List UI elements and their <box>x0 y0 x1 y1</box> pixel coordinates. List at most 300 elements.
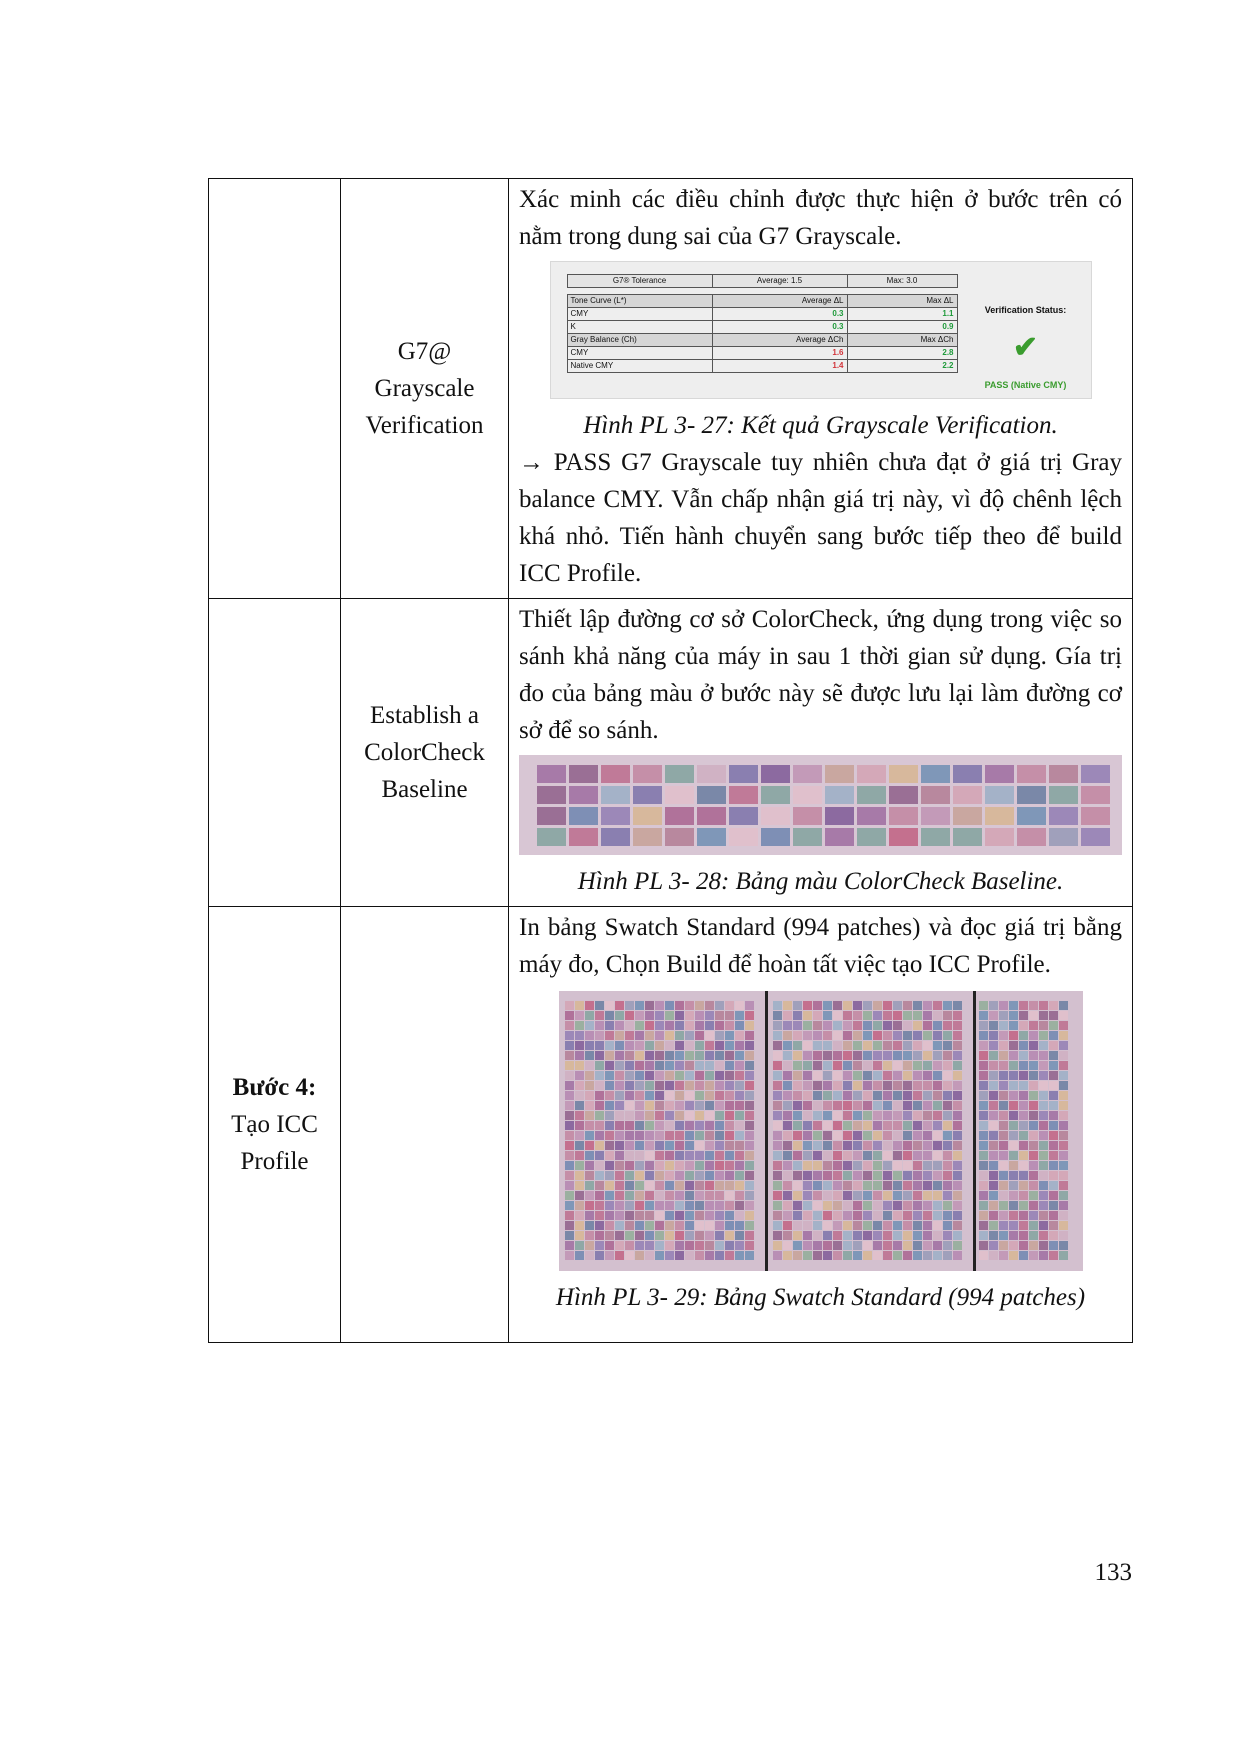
swatch-patch <box>685 1061 694 1070</box>
swatch-patch <box>605 1171 614 1180</box>
swatch-patch <box>979 1131 988 1140</box>
avg-dch-label: Average ΔCh <box>712 334 847 347</box>
swatch-patch <box>883 1131 892 1140</box>
swatch-patch <box>913 1131 922 1140</box>
swatch-patch <box>1009 1001 1018 1010</box>
swatch-patch <box>645 1211 654 1220</box>
swatch-patch <box>1039 1231 1048 1240</box>
swatch-patch <box>695 1201 704 1210</box>
swatch-patch <box>595 1231 604 1240</box>
swatch-patch <box>635 1001 644 1010</box>
swatch-patch <box>1039 1061 1048 1070</box>
swatch-patch <box>943 1141 952 1150</box>
swatch-patch <box>565 1171 574 1180</box>
swatch-patch <box>595 1101 604 1110</box>
gb-cmy-label: CMY <box>567 347 712 360</box>
swatch-patch <box>1029 1021 1038 1030</box>
swatch-patch <box>833 1021 842 1030</box>
swatch-patch <box>1019 1151 1028 1160</box>
swatch-patch <box>695 1091 704 1100</box>
swatch-patch <box>565 1211 574 1220</box>
swatch-patch <box>843 1021 852 1030</box>
color-patch <box>1081 828 1110 846</box>
swatch-patch <box>605 1041 614 1050</box>
swatch-patch <box>635 1071 644 1080</box>
color-patch <box>761 828 790 846</box>
swatch-patch <box>745 1051 754 1060</box>
swatch-patch <box>675 1201 684 1210</box>
swatch-patch <box>923 1161 932 1170</box>
swatch-patch <box>873 1121 882 1130</box>
swatch-patch <box>843 1111 852 1120</box>
swatch-patch <box>1009 1031 1018 1040</box>
color-patch <box>1081 765 1110 783</box>
swatch-patch <box>1029 1121 1038 1130</box>
swatch-patch <box>645 1251 654 1260</box>
swatch-patch <box>863 1221 872 1230</box>
swatch-patch <box>903 1121 912 1130</box>
swatch-patch <box>695 1001 704 1010</box>
color-patch <box>985 765 1014 783</box>
swatch-patch <box>903 1211 912 1220</box>
swatch-patch <box>943 1071 952 1080</box>
swatch-patch <box>675 1211 684 1220</box>
swatch-patch <box>695 1081 704 1090</box>
swatch-patch <box>1019 1221 1028 1230</box>
swatch-patch <box>615 1071 624 1080</box>
swatch-patch <box>1049 1091 1058 1100</box>
swatch-patch <box>1059 1171 1068 1180</box>
swatch-patch <box>883 1241 892 1250</box>
swatch-patch <box>1009 1071 1018 1080</box>
swatch-patch <box>923 1011 932 1020</box>
swatch-patch <box>833 1231 842 1240</box>
swatch-patch <box>585 1251 594 1260</box>
swatch-patch <box>933 1111 942 1120</box>
average-label: Average: 1.5 <box>712 275 847 288</box>
swatch-patch <box>695 1111 704 1120</box>
swatch-patch <box>853 1061 862 1070</box>
swatch-patch <box>745 1111 754 1120</box>
step-cell <box>209 179 341 599</box>
swatch-patch <box>773 1231 782 1240</box>
swatch-patch <box>783 1151 792 1160</box>
swatch-patch <box>863 1041 872 1050</box>
swatch-patch <box>1059 1051 1068 1060</box>
swatch-patch <box>1039 1111 1048 1120</box>
swatch-patch <box>675 1061 684 1070</box>
swatch-patch <box>565 1021 574 1030</box>
swatch-patch <box>813 1171 822 1180</box>
swatch-patch <box>953 1191 962 1200</box>
swatch-patch <box>695 1161 704 1170</box>
swatch-patch <box>803 1051 812 1060</box>
swatch-patch <box>923 1121 932 1130</box>
swatch-patch <box>575 1061 584 1070</box>
native-avg: 1.4 <box>712 360 847 373</box>
swatch-patch <box>1009 1221 1018 1230</box>
swatch-patch <box>1009 1021 1018 1030</box>
color-patch <box>985 828 1014 846</box>
swatch-patch <box>833 1041 842 1050</box>
swatch-patch <box>1029 1051 1038 1060</box>
swatch-patch <box>595 1161 604 1170</box>
swatch-patch <box>745 1131 754 1140</box>
swatch-patch <box>1049 1171 1058 1180</box>
swatch-patch <box>1049 1071 1058 1080</box>
swatch-patch <box>923 1021 932 1030</box>
swatch-patch <box>575 1121 584 1130</box>
swatch-patch <box>735 1121 744 1130</box>
swatch-patch <box>803 1141 812 1150</box>
panel-divider <box>765 991 768 1271</box>
swatch-patch <box>605 1071 614 1080</box>
swatch-patch <box>745 1181 754 1190</box>
swatch-standard-figure <box>559 991 1083 1271</box>
swatch-patch <box>933 1211 942 1220</box>
swatch-patch <box>823 1151 832 1160</box>
swatch-patch <box>863 1201 872 1210</box>
swatch-patch <box>605 1031 614 1040</box>
swatch-patch <box>863 1001 872 1010</box>
swatch-patch <box>979 1101 988 1110</box>
swatch-patch <box>635 1171 644 1180</box>
swatch-patch <box>645 1081 654 1090</box>
swatch-patch <box>745 1251 754 1260</box>
swatch-patch <box>595 1021 604 1030</box>
swatch-patch <box>1009 1101 1018 1110</box>
swatch-patch <box>903 1011 912 1020</box>
swatch-patch <box>989 1241 998 1250</box>
swatch-patch <box>585 1191 594 1200</box>
swatch-patch <box>943 1091 952 1100</box>
swatch-patch <box>735 1201 744 1210</box>
swatch-patch <box>705 1201 714 1210</box>
swatch-patch <box>685 1091 694 1100</box>
swatch-patch <box>853 1071 862 1080</box>
swatch-patch <box>989 1111 998 1120</box>
swatch-patch <box>843 1161 852 1170</box>
swatch-patch <box>883 1041 892 1050</box>
swatch-patch <box>853 1081 862 1090</box>
swatch-patch <box>735 1091 744 1100</box>
swatch-patch <box>605 1151 614 1160</box>
swatch-patch <box>1059 1191 1068 1200</box>
swatch-patch <box>705 1111 714 1120</box>
swatch-patch <box>1059 1201 1068 1210</box>
swatch-patch <box>705 1071 714 1080</box>
swatch-patch <box>903 1171 912 1180</box>
swatch-patch <box>863 1141 872 1150</box>
swatch-patch <box>605 1231 614 1240</box>
swatch-patch <box>705 1061 714 1070</box>
swatch-patch <box>615 1201 624 1210</box>
swatch-patch <box>745 1231 754 1240</box>
swatch-patch <box>823 1121 832 1130</box>
swatch-patch <box>783 1141 792 1150</box>
swatch-patch <box>913 1151 922 1160</box>
swatch-patch <box>803 1031 812 1040</box>
swatch-patch <box>979 1051 988 1060</box>
swatch-patch <box>665 1041 674 1050</box>
swatch-patch <box>853 1111 862 1120</box>
swatch-patch <box>625 1241 634 1250</box>
swatch-patch <box>665 1141 674 1150</box>
swatch-patch <box>615 1131 624 1140</box>
swatch-patch <box>615 1151 624 1160</box>
swatch-patch <box>725 1081 734 1090</box>
swatch-patch <box>979 1091 988 1100</box>
swatch-patch <box>1049 1121 1058 1130</box>
swatch-patch <box>999 1211 1008 1220</box>
swatch-patch <box>793 1241 802 1250</box>
swatch-patch <box>735 1021 744 1030</box>
swatch-patch <box>989 1161 998 1170</box>
swatch-patch <box>883 1201 892 1210</box>
color-patch <box>1017 828 1046 846</box>
swatch-patch <box>595 1131 604 1140</box>
swatch-patch <box>1019 1161 1028 1170</box>
swatch-patch <box>685 1041 694 1050</box>
swatch-patch <box>1059 1041 1068 1050</box>
swatch-patch <box>705 1041 714 1050</box>
swatch-patch <box>585 1231 594 1240</box>
swatch-patch <box>903 1041 912 1050</box>
swatch-patch <box>635 1041 644 1050</box>
swatch-patch <box>953 1071 962 1080</box>
color-patch <box>921 828 950 846</box>
swatch-patch <box>953 1201 962 1210</box>
swatch-patch <box>1049 1181 1058 1190</box>
paragraph: → PASS G7 Grayscale tuy nhiên chưa đạt ở giá trị Gray balance CMY. Vẫn chấp nhận giá trị này, vì độ chênh lệch khá nhỏ. Tiến hành chuyển sang bước tiếp theo để build ICC Profile. <box>519 449 1122 587</box>
swatch-patch <box>873 1141 882 1150</box>
swatch-patch <box>625 1181 634 1190</box>
swatch-patch <box>873 1021 882 1030</box>
swatch-patch <box>933 1051 942 1060</box>
gray-balance-label: Gray Balance (Ch) <box>567 334 712 347</box>
color-patch <box>601 786 630 804</box>
swatch-patch <box>745 1161 754 1170</box>
swatch-patch <box>873 1011 882 1020</box>
swatch-patch <box>833 1001 842 1010</box>
swatch-patch <box>725 1241 734 1250</box>
color-patch <box>761 765 790 783</box>
swatch-patch <box>773 1051 782 1060</box>
color-patch <box>537 765 566 783</box>
swatch-patch <box>813 1181 822 1190</box>
swatch-patch <box>635 1221 644 1230</box>
swatch-patch <box>943 1101 952 1110</box>
swatch-patch <box>773 1111 782 1120</box>
swatch-patch <box>665 1221 674 1230</box>
swatch-patch <box>873 1231 882 1240</box>
swatch-patch <box>843 1031 852 1040</box>
swatch-patch <box>705 1131 714 1140</box>
swatch-patch <box>989 1001 998 1010</box>
swatch-patch <box>585 1161 594 1170</box>
swatch-patch <box>813 1221 822 1230</box>
swatch-patch <box>893 1211 902 1220</box>
swatch-patch <box>773 1001 782 1010</box>
swatch-patch <box>999 1021 1008 1030</box>
swatch-patch <box>665 1051 674 1060</box>
swatch-patch <box>745 1091 754 1100</box>
swatch-patch <box>863 1071 872 1080</box>
swatch-patch <box>625 1051 634 1060</box>
swatch-patch <box>883 1141 892 1150</box>
swatch-patch <box>913 1061 922 1070</box>
swatch-patch <box>695 1181 704 1190</box>
swatch-patch <box>813 1011 822 1020</box>
swatch-patch <box>883 1101 892 1110</box>
swatch-patch <box>893 1011 902 1020</box>
swatch-patch <box>645 1191 654 1200</box>
swatch-patch <box>635 1081 644 1090</box>
swatch-patch <box>783 1061 792 1070</box>
swatch-patch <box>943 1031 952 1040</box>
swatch-patch <box>1019 1211 1028 1220</box>
swatch-patch <box>979 1171 988 1180</box>
swatch-patch <box>943 1051 952 1060</box>
swatch-patch <box>999 1141 1008 1150</box>
swatch-patch <box>913 1191 922 1200</box>
swatch-patch <box>575 1021 584 1030</box>
swatch-patch <box>1039 1081 1048 1090</box>
swatch-patch <box>833 1241 842 1250</box>
swatch-patch <box>1019 1021 1028 1030</box>
swatch-patch <box>783 1041 792 1050</box>
swatch-patch <box>923 1251 932 1260</box>
swatch-patch <box>813 1051 822 1060</box>
swatch-patch <box>1039 1031 1048 1040</box>
swatch-patch <box>893 1081 902 1090</box>
swatch-patch <box>943 1181 952 1190</box>
swatch-patch <box>675 1081 684 1090</box>
color-patch <box>1017 807 1046 825</box>
swatch-patch <box>595 1201 604 1210</box>
swatch-patch <box>655 1161 664 1170</box>
swatch-patch <box>853 1161 862 1170</box>
swatch-patch <box>823 1081 832 1090</box>
swatch-patch <box>565 1031 574 1040</box>
swatch-patch <box>893 1141 902 1150</box>
swatch-patch <box>923 1181 932 1190</box>
swatch-patch <box>853 1041 862 1050</box>
swatch-patch <box>675 1001 684 1010</box>
swatch-patch <box>635 1161 644 1170</box>
swatch-patch <box>695 1061 704 1070</box>
swatch-patch <box>883 1061 892 1070</box>
swatch-patch <box>773 1041 782 1050</box>
swatch-patch <box>923 1101 932 1110</box>
swatch-patch <box>813 1121 822 1130</box>
swatch-patch <box>1009 1061 1018 1070</box>
swatch-patch <box>615 1121 624 1130</box>
swatch-patch <box>913 1211 922 1220</box>
swatch-patch <box>873 1241 882 1250</box>
swatch-patch <box>705 1151 714 1160</box>
swatch-patch <box>695 1101 704 1110</box>
swatch-patch <box>715 1211 724 1220</box>
swatch-patch <box>655 1221 664 1230</box>
swatch-patch <box>979 1021 988 1030</box>
swatch-patch <box>853 1001 862 1010</box>
color-patch <box>633 786 662 804</box>
swatch-patch <box>1059 1181 1068 1190</box>
swatch-patch <box>883 1051 892 1060</box>
swatch-patch <box>1009 1041 1018 1050</box>
swatch-patch <box>665 1001 674 1010</box>
swatch-patch <box>813 1141 822 1150</box>
swatch-patch <box>1029 1141 1038 1150</box>
swatch-patch <box>1059 1031 1068 1040</box>
swatch-patch <box>903 1161 912 1170</box>
color-patch <box>569 828 598 846</box>
swatch-patch <box>803 1121 812 1130</box>
swatch-patch <box>803 1001 812 1010</box>
swatch-patch <box>893 1231 902 1240</box>
swatch-patch <box>933 1181 942 1190</box>
swatch-patch <box>1019 1051 1028 1060</box>
max-dch-label: Max ΔCh <box>847 334 957 347</box>
swatch-patch <box>923 1061 932 1070</box>
swatch-patch <box>1049 1131 1058 1140</box>
swatch-patch <box>635 1241 644 1250</box>
swatch-patch <box>685 1151 694 1160</box>
swatch-patch <box>725 1171 734 1180</box>
swatch-patch <box>1049 1191 1058 1200</box>
swatch-patch <box>893 1161 902 1170</box>
swatch-patch <box>853 1131 862 1140</box>
swatch-patch <box>943 1231 952 1240</box>
swatch-patch <box>953 1081 962 1090</box>
swatch-patch <box>813 1231 822 1240</box>
color-patch <box>1049 807 1078 825</box>
swatch-patch <box>999 1181 1008 1190</box>
swatch-patch <box>715 1071 724 1080</box>
swatch-patch <box>645 1231 654 1240</box>
swatch-patch <box>645 1021 654 1030</box>
swatch-patch <box>745 1071 754 1080</box>
swatch-patch <box>953 1251 962 1260</box>
swatch-patch <box>655 1251 664 1260</box>
swatch-patch <box>715 1051 724 1060</box>
swatch-patch <box>989 1041 998 1050</box>
swatch-patch <box>605 1181 614 1190</box>
swatch-patch <box>903 1111 912 1120</box>
swatch-patch <box>1009 1171 1018 1180</box>
swatch-patch <box>735 1191 744 1200</box>
swatch-patch <box>665 1091 674 1100</box>
swatch-patch <box>979 1231 988 1240</box>
swatch-patch <box>1019 1001 1028 1010</box>
swatch-patch <box>933 1101 942 1110</box>
swatch-patch <box>675 1181 684 1190</box>
swatch-patch <box>913 1171 922 1180</box>
swatch-patch <box>1029 1081 1038 1090</box>
swatch-patch <box>813 1001 822 1010</box>
swatch-patch <box>655 1021 664 1030</box>
swatch-patch <box>1009 1201 1018 1210</box>
swatch-patch <box>853 1011 862 1020</box>
swatch-patch <box>893 1121 902 1130</box>
swatch-patch <box>585 1211 594 1220</box>
swatch-patch <box>913 1221 922 1230</box>
swatch-patch <box>803 1231 812 1240</box>
swatch-patch <box>585 1111 594 1120</box>
swatch-patch <box>913 1181 922 1190</box>
swatch-patch <box>923 1091 932 1100</box>
